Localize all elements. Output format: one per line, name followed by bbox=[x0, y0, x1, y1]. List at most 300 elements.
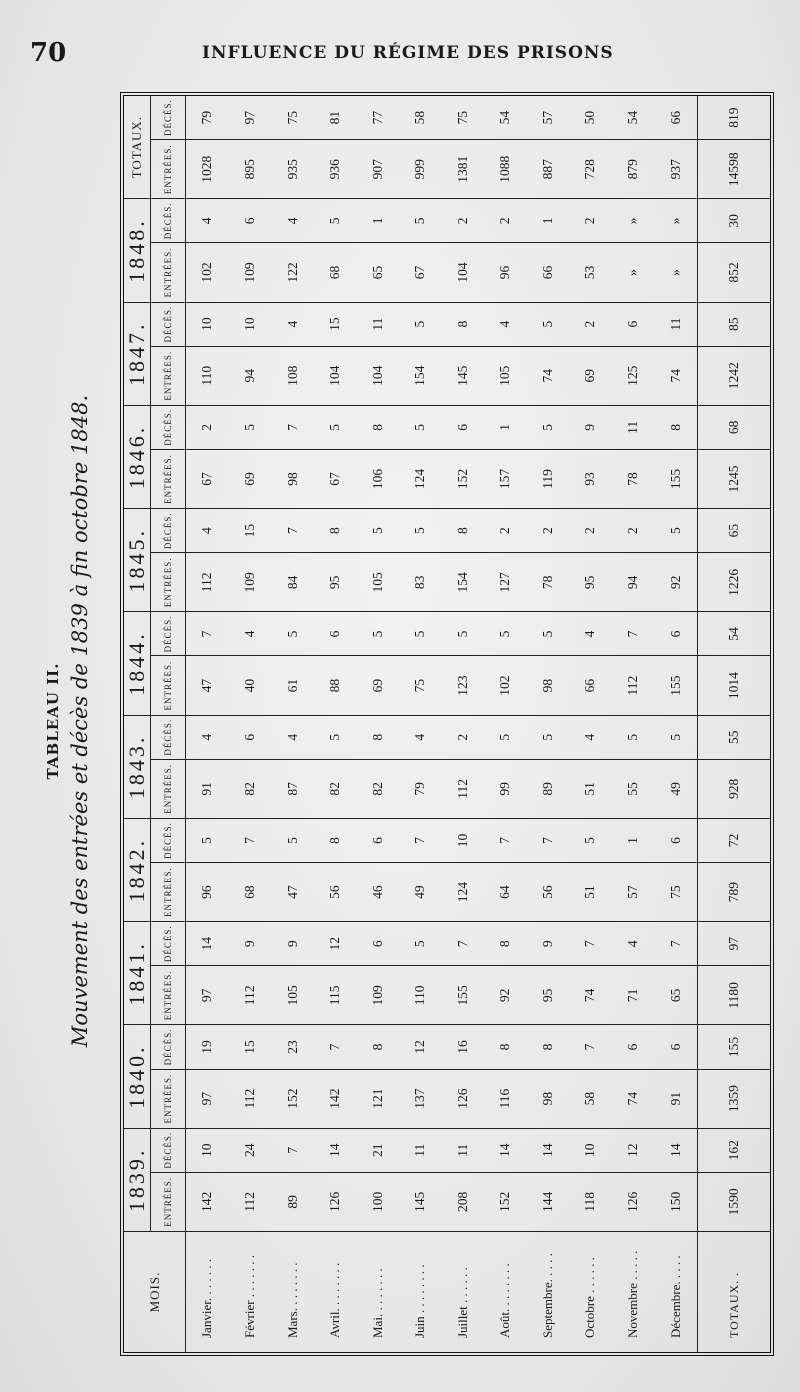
year-total-entrees: 1590 bbox=[698, 1172, 770, 1231]
entrees-cell: 82 bbox=[314, 759, 357, 818]
entrees-cell: 56 bbox=[314, 863, 357, 922]
deces-cell: 6 bbox=[442, 405, 485, 449]
deces-cell: 14 bbox=[314, 1128, 357, 1172]
entrees-cell: 152 bbox=[271, 1069, 314, 1128]
year-total-deces: 65 bbox=[698, 509, 770, 553]
table-frame bbox=[120, 92, 774, 1356]
deces-cell: 12 bbox=[314, 922, 357, 966]
deces-cell: 2 bbox=[186, 405, 229, 449]
year-header: 1842. bbox=[124, 818, 151, 921]
entrees-subheader: ENTRÉES. bbox=[151, 449, 186, 508]
entrees-cell: 112 bbox=[442, 759, 485, 818]
deces-cell: 5 bbox=[399, 302, 442, 346]
grand-total-entrees: 14598 bbox=[698, 140, 770, 199]
entrees-cell: 88 bbox=[314, 656, 357, 715]
table-row bbox=[654, 96, 697, 1352]
entrees-subheader: ENTRÉES. bbox=[151, 553, 186, 612]
entrees-cell: 84 bbox=[271, 553, 314, 612]
entrees-cell: 98 bbox=[527, 1069, 570, 1128]
entrees-cell: 94 bbox=[612, 553, 655, 612]
table-row bbox=[612, 96, 655, 1352]
entrees-cell: 112 bbox=[229, 1172, 272, 1231]
entrees-cell: 67 bbox=[399, 243, 442, 302]
data-table bbox=[124, 96, 770, 1352]
entrees-cell: 61 bbox=[271, 656, 314, 715]
year-total-entrees: 789 bbox=[698, 863, 770, 922]
deces-cell: 16 bbox=[442, 1025, 485, 1069]
header-row-subheads bbox=[151, 96, 186, 1352]
entrees-cell: 112 bbox=[612, 656, 655, 715]
deces-cell: 5 bbox=[527, 715, 570, 759]
deces-cell: 8 bbox=[442, 302, 485, 346]
total-deces-cell: 77 bbox=[356, 96, 399, 140]
entrees-cell: 125 bbox=[612, 346, 655, 405]
entrees-cell: 93 bbox=[569, 449, 612, 508]
total-entrees-cell: 728 bbox=[569, 140, 612, 199]
deces-cell: 4 bbox=[271, 715, 314, 759]
table-row bbox=[314, 96, 357, 1352]
entrees-cell: 96 bbox=[484, 243, 527, 302]
table-row bbox=[186, 96, 229, 1352]
deces-cell: 6 bbox=[654, 612, 697, 656]
entrees-cell: 51 bbox=[569, 863, 612, 922]
entrees-cell: 112 bbox=[229, 1069, 272, 1128]
deces-cell: 1 bbox=[356, 199, 399, 243]
table-row bbox=[229, 96, 272, 1352]
year-total-deces: 97 bbox=[698, 922, 770, 966]
entrees-cell: 99 bbox=[484, 759, 527, 818]
entrees-cell: 40 bbox=[229, 656, 272, 715]
deces-cell: 8 bbox=[484, 922, 527, 966]
deces-cell: 10 bbox=[442, 818, 485, 862]
deces-cell: 8 bbox=[527, 1025, 570, 1069]
entrees-subheader: ENTRÉES. bbox=[151, 759, 186, 818]
entrees-cell: 124 bbox=[442, 863, 485, 922]
deces-cell: 6 bbox=[612, 1025, 655, 1069]
entrees-cell: 95 bbox=[569, 553, 612, 612]
entrees-cell: 109 bbox=[229, 243, 272, 302]
entrees-cell: 152 bbox=[484, 1172, 527, 1231]
deces-cell: 7 bbox=[654, 922, 697, 966]
deces-cell: 7 bbox=[569, 922, 612, 966]
entrees-cell: 144 bbox=[527, 1172, 570, 1231]
page-number: 70 bbox=[30, 38, 67, 68]
deces-cell: 2 bbox=[569, 199, 612, 243]
deces-cell: 4 bbox=[569, 715, 612, 759]
total-deces-cell: 75 bbox=[271, 96, 314, 140]
entrees-cell: 155 bbox=[442, 966, 485, 1025]
entrees-cell: 126 bbox=[314, 1172, 357, 1231]
year-header: 1847. bbox=[124, 302, 151, 405]
entrees-cell: 123 bbox=[442, 656, 485, 715]
year-total-deces: 55 bbox=[698, 715, 770, 759]
entrees-cell: 74 bbox=[569, 966, 612, 1025]
total-entrees-cell: 879 bbox=[612, 140, 655, 199]
deces-cell: 11 bbox=[612, 405, 655, 449]
deces-cell: 14 bbox=[186, 922, 229, 966]
deces-cell: 2 bbox=[569, 302, 612, 346]
deces-cell: 5 bbox=[399, 509, 442, 553]
deces-cell: 5 bbox=[399, 612, 442, 656]
deces-cell: 21 bbox=[356, 1128, 399, 1172]
entrees-cell: 154 bbox=[442, 553, 485, 612]
year-header: 1843. bbox=[124, 715, 151, 818]
entrees-cell: 112 bbox=[229, 966, 272, 1025]
entrees-cell: 74 bbox=[527, 346, 570, 405]
month-label: Août. . . . . . . . bbox=[497, 1263, 513, 1338]
entrees-cell: 83 bbox=[399, 553, 442, 612]
entrees-subheader: ENTRÉES. bbox=[151, 346, 186, 405]
year-total-deces: 30 bbox=[698, 199, 770, 243]
entrees-cell: 95 bbox=[314, 553, 357, 612]
entrees-cell: 91 bbox=[186, 759, 229, 818]
entrees-cell: 109 bbox=[356, 966, 399, 1025]
entrees-cell: 145 bbox=[399, 1172, 442, 1231]
month-label: Juin . . . . . . . . bbox=[412, 1264, 428, 1338]
deces-cell: 7 bbox=[314, 1025, 357, 1069]
deces-cell: 9 bbox=[229, 922, 272, 966]
deces-cell: 4 bbox=[186, 509, 229, 553]
table-row bbox=[569, 96, 612, 1352]
entrees-cell: 82 bbox=[229, 759, 272, 818]
deces-cell: 14 bbox=[654, 1128, 697, 1172]
entrees-cell: 152 bbox=[442, 449, 485, 508]
entrees-cell: 97 bbox=[186, 966, 229, 1025]
deces-cell: 5 bbox=[484, 715, 527, 759]
entrees-cell: 208 bbox=[442, 1172, 485, 1231]
header-row-years bbox=[124, 96, 151, 1352]
entrees-cell: 104 bbox=[442, 243, 485, 302]
deces-cell: 5 bbox=[271, 818, 314, 862]
entrees-cell: 74 bbox=[612, 1069, 655, 1128]
entrees-cell: 110 bbox=[399, 966, 442, 1025]
entrees-subheader: ENTRÉES. bbox=[151, 1069, 186, 1128]
deces-cell: 7 bbox=[442, 922, 485, 966]
deces-cell: 1 bbox=[527, 199, 570, 243]
year-header: 1848. bbox=[124, 199, 151, 302]
total-entrees-cell: 937 bbox=[654, 140, 697, 199]
deces-cell: 4 bbox=[186, 199, 229, 243]
running-head: INFLUENCE DU RÉGIME DES PRISONS bbox=[202, 43, 614, 63]
table-label: TABLEAU II. bbox=[44, 662, 62, 780]
deces-cell: 12 bbox=[399, 1025, 442, 1069]
entrees-cell: 78 bbox=[527, 553, 570, 612]
deces-cell: 9 bbox=[527, 922, 570, 966]
entrees-cell: 67 bbox=[186, 449, 229, 508]
total-deces-cell: 54 bbox=[484, 96, 527, 140]
totals-row bbox=[698, 96, 770, 1352]
deces-cell: 5 bbox=[569, 818, 612, 862]
deces-cell: 8 bbox=[314, 509, 357, 553]
entrees-cell: 100 bbox=[356, 1172, 399, 1231]
deces-cell: 6 bbox=[229, 715, 272, 759]
deces-cell: 6 bbox=[612, 302, 655, 346]
table-caption bbox=[40, 86, 110, 1356]
totals-header: TOTAUX. bbox=[124, 96, 151, 199]
entrees-cell: 127 bbox=[484, 553, 527, 612]
deces-cell: 8 bbox=[356, 1025, 399, 1069]
year-total-deces: 72 bbox=[698, 818, 770, 862]
entrees-cell: 157 bbox=[484, 449, 527, 508]
year-total-deces: 155 bbox=[698, 1025, 770, 1069]
entrees-cell: 53 bbox=[569, 243, 612, 302]
entrees-cell: 155 bbox=[654, 656, 697, 715]
entrees-cell: 68 bbox=[314, 243, 357, 302]
total-entrees-cell: 1088 bbox=[484, 140, 527, 199]
table-row bbox=[271, 96, 314, 1352]
entrees-cell: 98 bbox=[527, 656, 570, 715]
deces-cell: 10 bbox=[229, 302, 272, 346]
year-header: 1841. bbox=[124, 922, 151, 1025]
totals-row-label: TOTAUX. . bbox=[698, 1232, 770, 1353]
deces-subheader: DÉCÈS. bbox=[151, 199, 186, 243]
month-label: Février . . . . . . . bbox=[242, 1254, 258, 1338]
entrees-cell: 92 bbox=[484, 966, 527, 1025]
entrees-cell: 55 bbox=[612, 759, 655, 818]
deces-cell: 5 bbox=[442, 612, 485, 656]
rotated-table bbox=[40, 86, 780, 1356]
deces-cell: 24 bbox=[229, 1128, 272, 1172]
deces-cell: 2 bbox=[442, 715, 485, 759]
entrees-cell: 66 bbox=[569, 656, 612, 715]
entrees-cell: 75 bbox=[654, 863, 697, 922]
entrees-cell: 49 bbox=[654, 759, 697, 818]
total-deces-cell: 57 bbox=[527, 96, 570, 140]
entrees-cell: 115 bbox=[314, 966, 357, 1025]
entrees-cell: 65 bbox=[654, 966, 697, 1025]
deces-subheader: DÉCÈS. bbox=[151, 1025, 186, 1069]
month-label: Avril. . . . . . . . bbox=[327, 1262, 343, 1338]
year-total-entrees: 1014 bbox=[698, 656, 770, 715]
deces-cell: 5 bbox=[484, 612, 527, 656]
entrees-cell: 112 bbox=[186, 553, 229, 612]
entrees-cell: 87 bbox=[271, 759, 314, 818]
year-header: 1840. bbox=[124, 1025, 151, 1128]
entrees-cell: 106 bbox=[356, 449, 399, 508]
deces-cell: 5 bbox=[399, 922, 442, 966]
deces-cell: 5 bbox=[186, 818, 229, 862]
deces-cell: 10 bbox=[186, 1128, 229, 1172]
total-entrees-cell: 935 bbox=[271, 140, 314, 199]
deces-cell: 2 bbox=[484, 509, 527, 553]
entrees-cell: 118 bbox=[569, 1172, 612, 1231]
deces-cell: 14 bbox=[527, 1128, 570, 1172]
grand-total-deces: 819 bbox=[698, 96, 770, 140]
entrees-cell: 89 bbox=[527, 759, 570, 818]
year-total-entrees: 1180 bbox=[698, 966, 770, 1025]
deces-cell: 5 bbox=[527, 405, 570, 449]
deces-cell: 14 bbox=[484, 1128, 527, 1172]
entrees-cell: 104 bbox=[356, 346, 399, 405]
total-entrees-cell: 1381 bbox=[442, 140, 485, 199]
entrees-cell: 142 bbox=[314, 1069, 357, 1128]
deces-cell: 5 bbox=[527, 302, 570, 346]
entrees-cell: 78 bbox=[612, 449, 655, 508]
deces-cell: 15 bbox=[229, 1025, 272, 1069]
deces-cell: 7 bbox=[229, 818, 272, 862]
month-label: Juillet . . . . . . bbox=[454, 1267, 470, 1338]
entrees-cell: 126 bbox=[442, 1069, 485, 1128]
entrees-cell: 137 bbox=[399, 1069, 442, 1128]
entrees-subheader: ENTRÉES. bbox=[151, 1172, 186, 1231]
year-total-deces: 85 bbox=[698, 302, 770, 346]
entrees-cell: 104 bbox=[314, 346, 357, 405]
year-header: 1845. bbox=[124, 509, 151, 612]
total-deces-cell: 75 bbox=[442, 96, 485, 140]
table-row bbox=[527, 96, 570, 1352]
deces-cell: 7 bbox=[186, 612, 229, 656]
entrees-cell: 69 bbox=[356, 656, 399, 715]
deces-cell: 6 bbox=[654, 818, 697, 862]
deces-cell: 4 bbox=[399, 715, 442, 759]
deces-cell: 4 bbox=[229, 612, 272, 656]
year-header: 1839. bbox=[124, 1128, 151, 1231]
entrees-cell: 67 bbox=[314, 449, 357, 508]
entrees-cell: 102 bbox=[186, 243, 229, 302]
year-total-entrees: 1245 bbox=[698, 449, 770, 508]
deces-cell: 8 bbox=[654, 405, 697, 449]
deces-cell: 5 bbox=[271, 612, 314, 656]
entrees-cell: 155 bbox=[654, 449, 697, 508]
entrees-cell: 108 bbox=[271, 346, 314, 405]
table-row bbox=[442, 96, 485, 1352]
deces-cell: 7 bbox=[399, 818, 442, 862]
entrees-cell: 75 bbox=[399, 656, 442, 715]
deces-cell: 2 bbox=[442, 199, 485, 243]
deces-cell: 5 bbox=[229, 405, 272, 449]
deces-cell: 6 bbox=[356, 922, 399, 966]
deces-cell: 5 bbox=[314, 405, 357, 449]
year-total-deces: 54 bbox=[698, 612, 770, 656]
deces-cell: 5 bbox=[314, 199, 357, 243]
entrees-cell: 145 bbox=[442, 346, 485, 405]
entrees-cell: 105 bbox=[271, 966, 314, 1025]
entrees-cell: 126 bbox=[612, 1172, 655, 1231]
entrees-subheader: ENTRÉES. bbox=[151, 863, 186, 922]
deces-subheader: DÉCÈS. bbox=[151, 509, 186, 553]
entrees-cell: 47 bbox=[271, 863, 314, 922]
deces-cell: 1 bbox=[612, 818, 655, 862]
total-entrees-cell: 887 bbox=[527, 140, 570, 199]
year-total-entrees: 928 bbox=[698, 759, 770, 818]
entrees-cell: 47 bbox=[186, 656, 229, 715]
entrees-cell: 95 bbox=[527, 966, 570, 1025]
table-row bbox=[484, 96, 527, 1352]
table-row bbox=[356, 96, 399, 1352]
deces-cell: 8 bbox=[484, 1025, 527, 1069]
entrees-cell: 124 bbox=[399, 449, 442, 508]
deces-cell: 7 bbox=[612, 612, 655, 656]
entrees-cell: 92 bbox=[654, 553, 697, 612]
deces-cell: 10 bbox=[569, 1128, 612, 1172]
deces-cell: 15 bbox=[229, 509, 272, 553]
deces-cell: 4 bbox=[612, 922, 655, 966]
entrees-cell: 49 bbox=[399, 863, 442, 922]
deces-cell: 7 bbox=[271, 405, 314, 449]
entrees-cell: 66 bbox=[527, 243, 570, 302]
month-label: Mai. . . . . . . . bbox=[369, 1268, 385, 1338]
deces-cell: 23 bbox=[271, 1025, 314, 1069]
table-title: Mouvement des entrées et décès de 1839 à fin octobre 1848. bbox=[68, 394, 92, 1048]
entrees-subheader: ENTRÉES. bbox=[151, 656, 186, 715]
entrees-cell: 71 bbox=[612, 966, 655, 1025]
deces-subheader: DÉCÈS. bbox=[151, 302, 186, 346]
year-total-entrees: 1242 bbox=[698, 346, 770, 405]
entrees-cell: 74 bbox=[654, 346, 697, 405]
deces-cell: 6 bbox=[356, 818, 399, 862]
deces-subheader: DÉCÈS. bbox=[151, 405, 186, 449]
deces-cell: 9 bbox=[569, 405, 612, 449]
deces-cell: 2 bbox=[527, 509, 570, 553]
entrees-cell: 121 bbox=[356, 1069, 399, 1128]
entrees-cell: » bbox=[612, 243, 655, 302]
entrees-subheader: ENTRÉES. bbox=[151, 243, 186, 302]
deces-cell: 11 bbox=[356, 302, 399, 346]
month-label: Novembre . . . . . bbox=[624, 1250, 640, 1338]
entrees-cell: 97 bbox=[186, 1069, 229, 1128]
total-deces-cell: 54 bbox=[612, 96, 655, 140]
deces-cell: 1 bbox=[484, 405, 527, 449]
entrees-cell: 58 bbox=[569, 1069, 612, 1128]
entrees-cell: 96 bbox=[186, 863, 229, 922]
deces-subheader: DÉCÈS. bbox=[151, 96, 186, 140]
deces-subheader: DÉCÈS. bbox=[151, 612, 186, 656]
total-entrees-cell: 1028 bbox=[186, 140, 229, 199]
entrees-cell: 91 bbox=[654, 1069, 697, 1128]
deces-cell: 5 bbox=[654, 509, 697, 553]
entrees-subheader: ENTRÉES. bbox=[151, 140, 186, 199]
year-total-deces: 68 bbox=[698, 405, 770, 449]
entrees-cell: 79 bbox=[399, 759, 442, 818]
total-deces-cell: 66 bbox=[654, 96, 697, 140]
deces-cell: 8 bbox=[314, 818, 357, 862]
deces-cell: 6 bbox=[229, 199, 272, 243]
month-label: Octobre . . . . . . bbox=[582, 1257, 598, 1338]
deces-cell: 5 bbox=[356, 509, 399, 553]
deces-cell: 4 bbox=[271, 302, 314, 346]
deces-cell: 15 bbox=[314, 302, 357, 346]
year-header: 1844. bbox=[124, 612, 151, 715]
deces-cell: 2 bbox=[569, 509, 612, 553]
deces-cell: 5 bbox=[399, 405, 442, 449]
total-deces-cell: 79 bbox=[186, 96, 229, 140]
deces-cell: 7 bbox=[569, 1025, 612, 1069]
page-header bbox=[22, 38, 782, 74]
deces-cell: 8 bbox=[442, 509, 485, 553]
month-label: Janvier. . . . . . . bbox=[199, 1258, 215, 1338]
entrees-cell: 122 bbox=[271, 243, 314, 302]
deces-cell: 2 bbox=[612, 509, 655, 553]
entrees-cell: 142 bbox=[186, 1172, 229, 1231]
entrees-cell: 105 bbox=[356, 553, 399, 612]
deces-cell: 12 bbox=[612, 1128, 655, 1172]
deces-cell: 5 bbox=[356, 612, 399, 656]
deces-cell: 4 bbox=[569, 612, 612, 656]
deces-cell: 7 bbox=[271, 1128, 314, 1172]
total-deces-cell: 81 bbox=[314, 96, 357, 140]
deces-subheader: DÉCÈS. bbox=[151, 715, 186, 759]
entrees-cell: 105 bbox=[484, 346, 527, 405]
deces-cell: 11 bbox=[442, 1128, 485, 1172]
entrees-cell: 109 bbox=[229, 553, 272, 612]
deces-cell: 8 bbox=[356, 405, 399, 449]
deces-subheader: DÉCÈS. bbox=[151, 922, 186, 966]
mois-header: MOIS. bbox=[124, 1232, 186, 1353]
year-total-entrees: 1359 bbox=[698, 1069, 770, 1128]
deces-cell: 9 bbox=[271, 922, 314, 966]
deces-cell: 4 bbox=[271, 199, 314, 243]
deces-cell: 11 bbox=[654, 302, 697, 346]
